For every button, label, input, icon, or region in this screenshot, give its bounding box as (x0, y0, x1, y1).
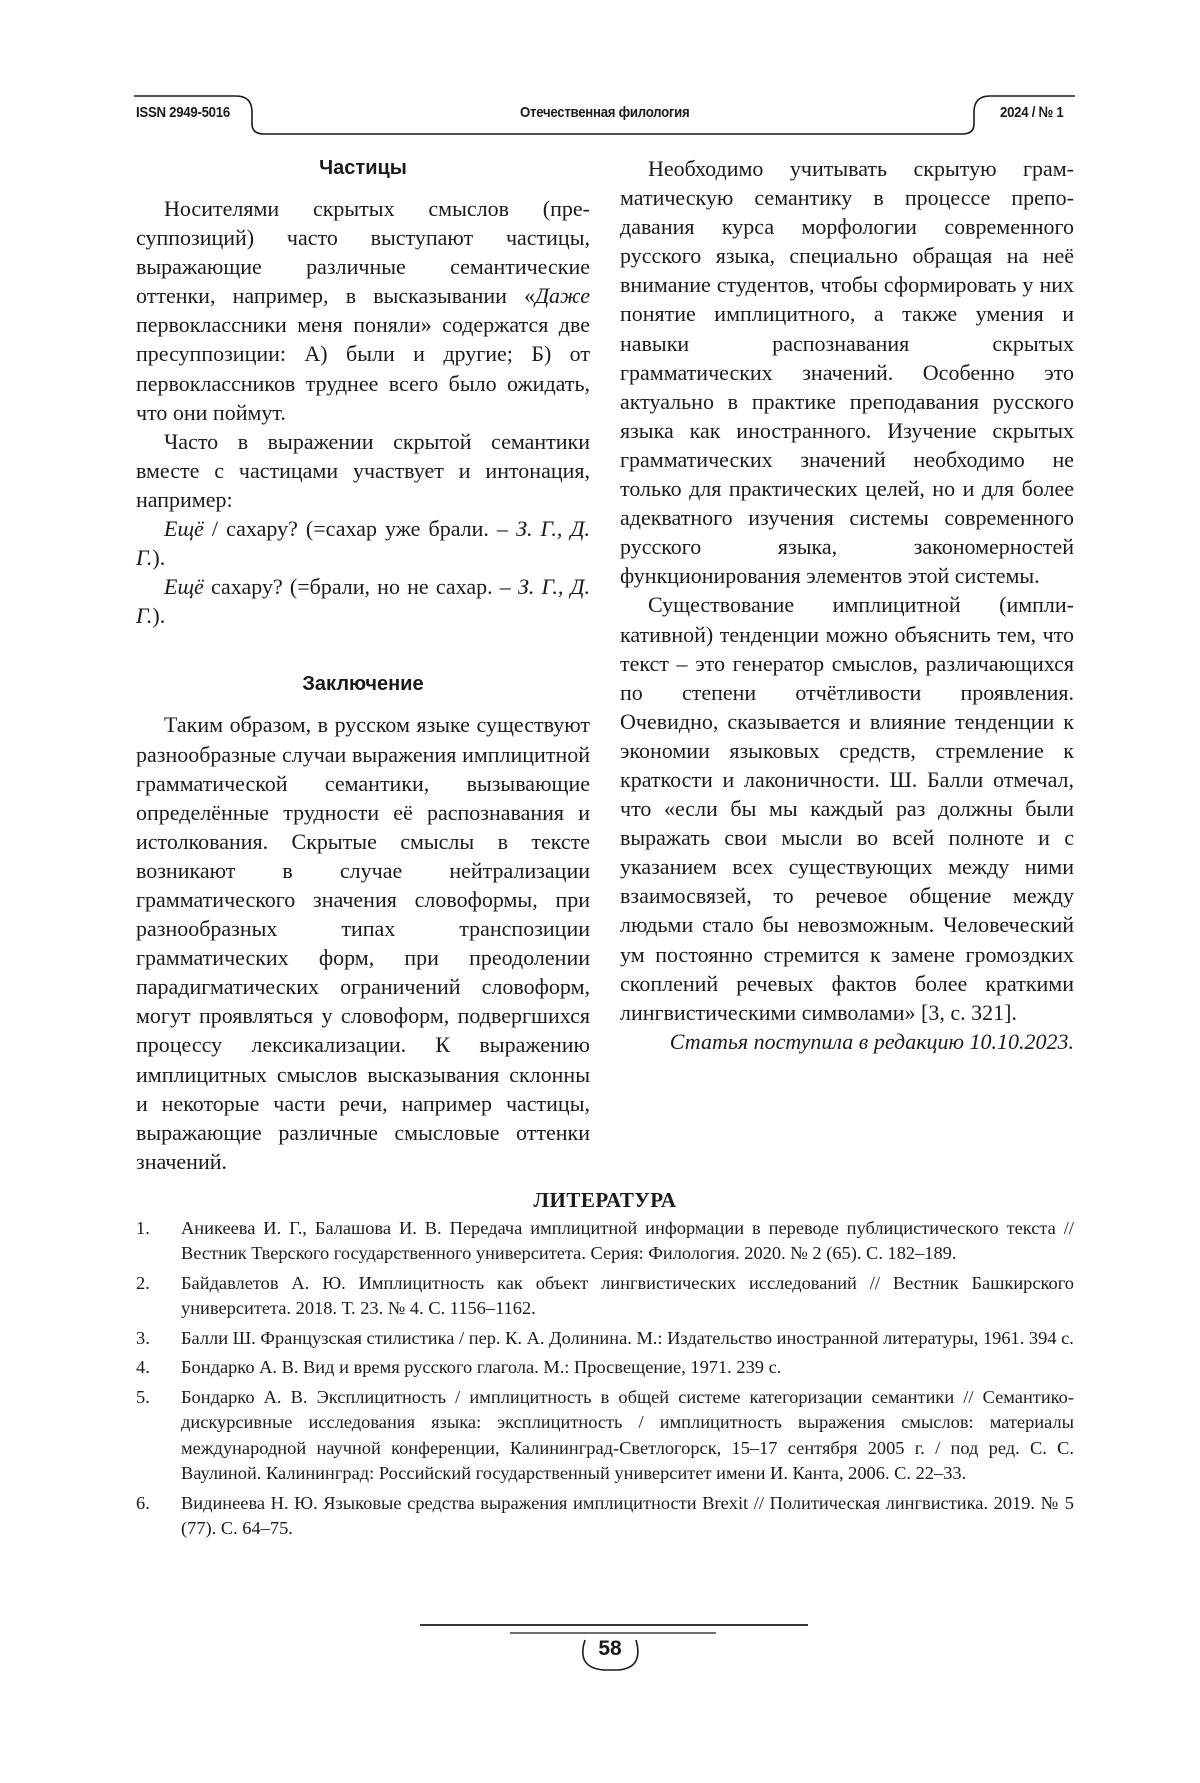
paragraph: Таким образом, в русском языке существуют разнообразные случаи выражения имплицитной грамматической семантики, вызывающие определённые трудности её распознавания и истолкования. Скрытые смыслы в тексте возникают в случае нейтрализации грамматического значения словоформы, при разнообразных типах транспозиции грамматических форм, при преодолении парадигматических ограничений словоформ, могут проявляться у словоформ, подвергшихся процессу лексикализации. К выражению имплицитных смыслов высказывания склонны и некоторые части речи, например частицы, выражающие различные смысловые оттенки значений. (136, 712, 590, 1174)
reference-item (136, 1271, 1074, 1322)
issn-label: ISSN 2949-5016 (136, 104, 230, 121)
references-title: ЛИТЕРАТУРА (533, 1188, 677, 1212)
section-title-conclusion: Заключение (302, 673, 424, 696)
page-number: 58 (598, 1637, 622, 1660)
reference-text: Видинеева Н. Ю. Языковые средства выражения имплицитности Brexit // Политическая лингвистика. 2019. № 5 (77). С. 64–75. (181, 1492, 1074, 1538)
references-list (136, 1216, 1074, 1542)
example-line: Ещё сахару? (=брали, но не сахар. – З. Г., Д. Г.). (136, 574, 591, 629)
reference-number: 6. (136, 1492, 150, 1513)
reference-number: 4. (136, 1357, 150, 1377)
reference-number: 1. (136, 1217, 150, 1238)
reference-text: Аникеева И. Г., Балашова И. В. Передача имплицитной информации в переводе публицистического текста // Вестник Тверского государственного университета. Серия: Филология. 2020. № 2 (65). С. 182–189. (181, 1217, 1074, 1263)
reference-item (136, 1385, 1074, 1487)
paragraph: Носителями скрытых смыслов (пресуппозиций) часто выступают частицы, выражающие различные семантические оттенки, например, в высказывании «Даже первоклассники меня поняли» содержатся две пресуппозиции: А) были и другие; Б) от первоклассников труднее всего было ожидать, что они поймут. (136, 196, 590, 425)
reference-number: 3. (136, 1327, 150, 1348)
references-section (136, 1188, 1074, 1546)
reference-text: Бондарко А. В. Вид и время русского глагола. М.: Просвещение, 1971. 239 с. (181, 1357, 782, 1377)
paragraph: Часто в выражении скрытой семантики вместе с частицами участвует и интонация, например: (136, 428, 590, 512)
reference-text: Бондарко А. В. Эксплицитность / имплицитность в общей системе категоризации семантики // Семантико-дискурсивные исследования языка: эксплицитность / имплицитность выражения смыслов: материалы международной научной конференции, Калининград-Светлогорск, 15–17 сентября 2005 г. / под ред. С. С. Ваулиной. Калининград: Российский государственный университет имени И. Канта, 2006. С. 22–33. (181, 1386, 1074, 1483)
reference-item (136, 1491, 1074, 1542)
reference-item (136, 1326, 1074, 1352)
issue-label: 2024 / № 1 (1000, 104, 1064, 121)
reference-number: 2. (136, 1272, 150, 1293)
left-column (136, 154, 590, 1176)
journal-title: Отечественная филология (520, 104, 690, 121)
paragraph: Существование имплицитной (импликативной) тенденции можно объяснить тем, что текст – это генератор смыслов, различающихся по степени отчётливости проявления. Очевидно, сказывается и влияние тенденции к экономии языковых средств, стремление к краткости и лаконичности. Ш. Балли отмечал, что «если бы мы каждый раз должны были выражать свои мысли во всей полноте и с указанием всех существующих между ними взаимосвязей, то речевое общение между людьми стало бы невозможным. Человеческий ум постоянно стремится к замене громоздких скоплений речевых фактов более краткими лингвистическими символами» [3, с. 321]. (620, 592, 1074, 1025)
example-line: Ещё / сахару? (=сахар уже брали. – З. Г., Д. Г.). (136, 516, 591, 571)
section-title-particles: Частицы (319, 157, 407, 179)
reference-text: Байдавлетов А. Ю. Имплицитность как объект лингвистических исследований // Вестник Башкирского университета. 2018. Т. 23. № 4. С. 1156–1162. (181, 1272, 1074, 1318)
reference-item (136, 1216, 1074, 1267)
paragraph: Необходимо учитывать скрытую грамматическую семантику в процессе преподавания курса морфологии современного русского языка, специально обращая на неё внимание студентов, чтобы сформировать у них понятие имплицитного, а также умения и навыки распознавания скрытых грамматических значений. Особенно это актуально в практике преподавания русского языка как иностранного. Изучение скрытых грамматических значений необходимо не только для практических целей, но и для более адекватного изучения системы современного русского языка, закономерностей функционирования элементов этой системы. (620, 156, 1074, 589)
reference-text: Балли Ш. Французская стилистика / пер. К. А. Долинина. М.: Издательство иностранной литературы, 1961. 394 с. (181, 1327, 1074, 1348)
right-column (620, 154, 1074, 1056)
received-date: Статья поступила в редакцию 10.10.2023. (669, 1028, 1074, 1054)
reference-number: 5. (136, 1386, 150, 1407)
reference-item (136, 1355, 1074, 1381)
